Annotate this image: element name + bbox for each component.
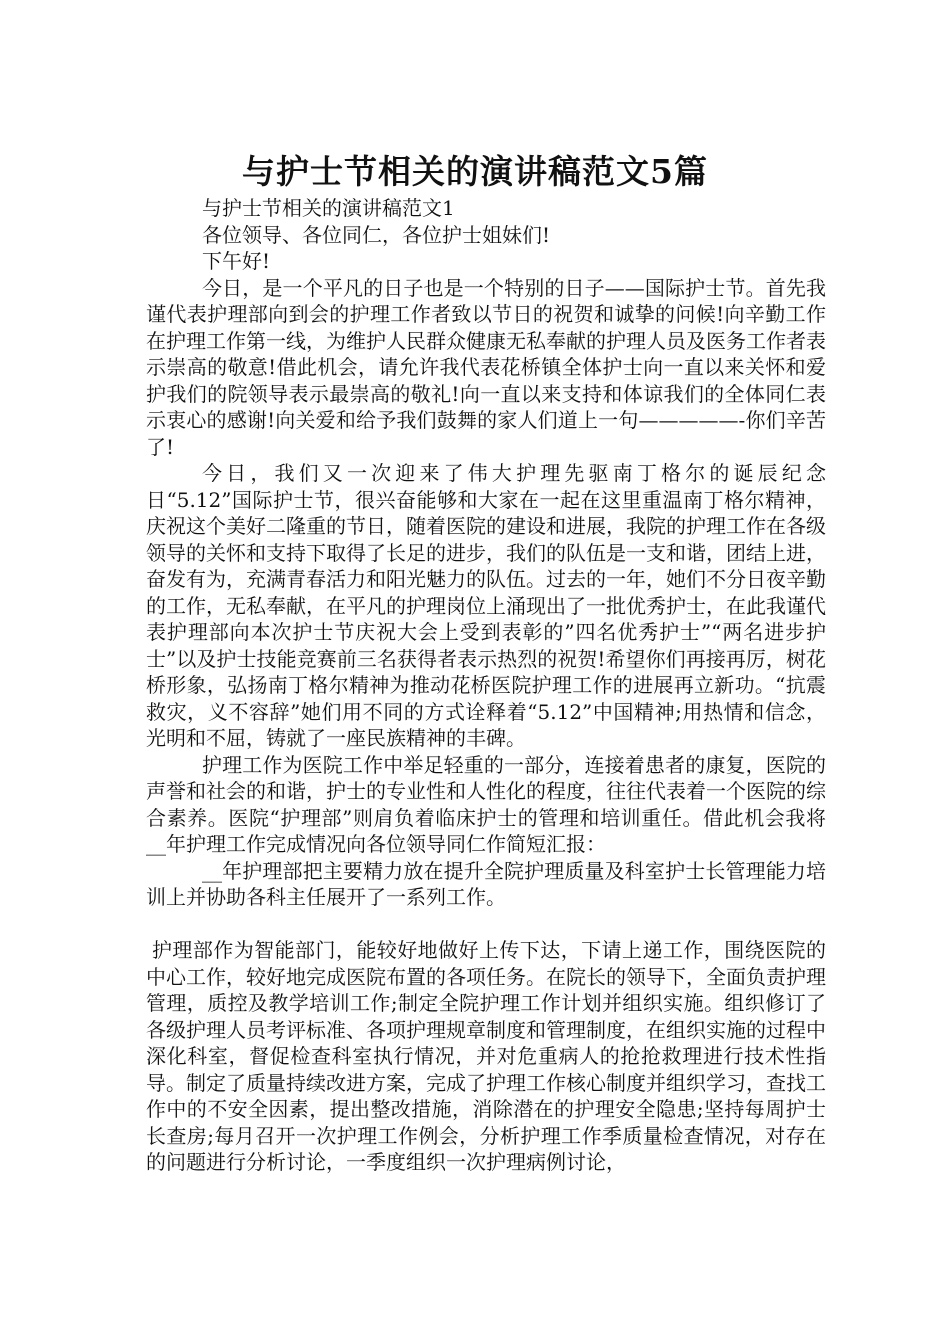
- document-body: [146, 195, 826, 1176]
- paragraph-1: 今日，是一个平凡的日子也是一个特别的日子——国际护士节。首先我谨代表护理部向到会的护理工作者致以节日的祝贺和诚挚的问候!向辛勤工作在护理工作第一线，为维护人民群众健康无私奉献的护理人员及医务工作者表示崇高的敬意!借此机会，请允许我代表花桥镇全体护士向一直以来关怀和爱护我们的院领导表示最崇高的敬礼!向一直以来支持和体谅我们的全体同仁表示衷心的感谢!向关爱和给予我们鼓舞的家人们道上一句—————-你们辛苦了!: [146, 275, 826, 459]
- paragraph-5: 护理部作为智能部门，能较好地做好上传下达，下请上递工作，围绕医院的中心工作，较好地完成医院布置的各项任务。在院长的领导下，全面负责护理管理，质控及教学培训工作;制定全院护理工作计划并组织实施。组织修订了各级护理人员考评标准、各项护理规章制度和管理制度，在组织实施的过程中深化科室，督促检查科室执行情况，并对危重病人的抢抢救理进行技术性指导。制定了质量持续改进方案，完成了护理工作核心制度并组织学习，查找工作中的不安全因素，提出整改措施，消除潜在的护理安全隐患;坚持每周护士长查房;每月召开一次护理工作例会，分析护理工作季质量检查情况，对存在的问题进行分析讨论，一季度组织一次护理病例讨论，: [146, 938, 826, 1174]
- paragraph-2: 今日，我们又一次迎来了伟大护理先驱南丁格尔的诞辰纪念日“5.12”国际护士节，很兴奋能够和大家在一起在这里重温南丁格尔精神，庆祝这个美好二隆重的节日，随着医院的建设和进展，我院的护理工作在各级领导的关怀和支持下取得了长足的进步，我们的队伍是一支和谐，团结上进，奋发有为，充满青春活力和阳光魅力的队伍。过去的一年，她们不分日夜辛勤的工作，无私奉献，在平凡的护理岗位上涌现出了一批优秀护士，在此我谨代表护理部向本次护士节庆祝大会上受到表彰的”四名优秀护士”“两名进步护士”以及护士技能竞赛前三名获得者表示热烈的祝贺!希望你们再接再厉，树花桥形象，弘扬南丁格尔精神为推动花桥医院护理工作的进展再立新功。“抗震救灾，义不容辞”她们用不同的方式诠释着“5.12”中国精神;用热情和信念，光明和不屈，铸就了一座民族精神的丰碑。: [146, 461, 826, 750]
- speech-salutation: 下午好!: [202, 249, 271, 273]
- speech-greeting: 各位领导、各位同仁，各位护士姐妹们!: [202, 222, 551, 247]
- speech-subtitle: 与护士节相关的演讲稿范文1: [202, 196, 455, 220]
- paragraph-gap: [146, 911, 826, 938]
- paragraph-3: 护理工作为医院工作中举足轻重的一部分，连接着患者的康复，医院的声誉和社会的和谐，护士的专业性和人性化的程度，往往代表着一个医院的综合素养。医院“护理部”则肩负着临床护士的管理和培训重任。借此机会我将__年护理工作完成情况向各位领导同仁作简短汇报：: [146, 752, 826, 856]
- document-title: 与护士节相关的演讲稿范文5篇: [242, 152, 708, 192]
- paragraph-4: __年护理部把主要精力放在提升全院护理质量及科室护士长管理能力培训上并协助各科主任展开了一系列工作。: [146, 858, 826, 909]
